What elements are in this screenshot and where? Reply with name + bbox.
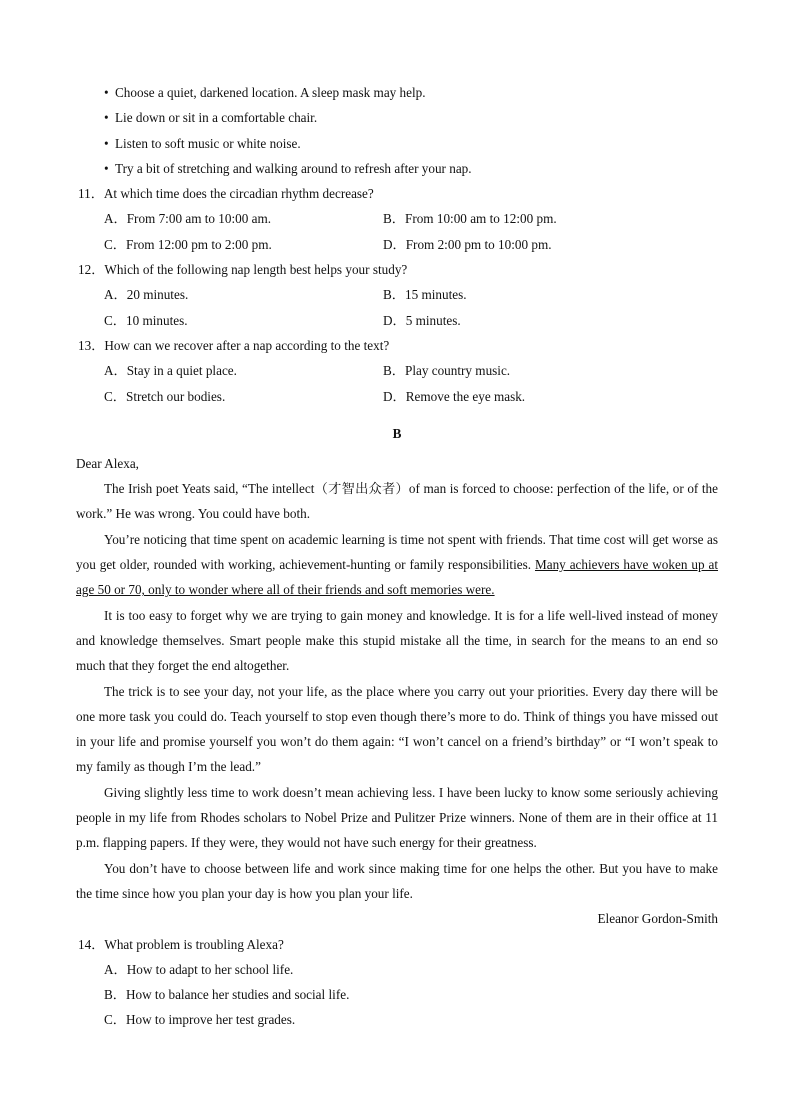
question-number: 14． bbox=[78, 936, 105, 952]
letter-signature: Eleanor Gordon-Smith bbox=[597, 911, 718, 927]
paragraph-3: It is too easy to forget why we are trying to gain money and knowledge. It is for a life well-lived instead of money and knowledge themselves. Smart people make this stupid mistake all the time, in search for the means to an end so much that they forget the end altogether. bbox=[76, 607, 718, 674]
option-a[interactable]: A．How to adapt to her school life. bbox=[104, 961, 294, 977]
question-13 bbox=[76, 333, 718, 409]
list-item: • Listen to soft music or white noise. bbox=[76, 131, 718, 156]
paragraph-6: You don’t have to choose between life and work since making time for one helps the other. But you have to make the time since how you plan your day is how you plan your life. bbox=[76, 860, 718, 901]
question-text: How can we recover after a nap according to the text? bbox=[104, 337, 390, 353]
list-item: • Lie down or sit in a comfortable chair. bbox=[76, 105, 718, 130]
document-page bbox=[76, 80, 718, 1033]
option-list bbox=[76, 282, 718, 333]
option-list bbox=[76, 206, 718, 257]
list-item: • Try a bit of stretching and walking around to refresh after your nap. bbox=[76, 156, 718, 181]
option-a[interactable]: A．From 7:00 am to 10:00 am. bbox=[104, 211, 272, 227]
option-b[interactable]: B．From 10:00 am to 12:00 pm. bbox=[383, 211, 557, 227]
option-c[interactable]: C．From 12:00 pm to 2:00 pm. bbox=[104, 236, 272, 252]
question-text: Which of the following nap length best helps your study? bbox=[104, 262, 408, 278]
question-number: 13． bbox=[78, 337, 105, 353]
bullet-icon: • bbox=[104, 160, 109, 176]
option-list bbox=[76, 957, 718, 1033]
option-list bbox=[76, 358, 718, 409]
option-a[interactable]: A．Stay in a quiet place. bbox=[104, 363, 237, 379]
paragraph-1: The Irish poet Yeats said, “The intellect（才智出众者）of man is forced to choose: perfection of the life, or of the work.” He was wrong. You could have both. bbox=[76, 481, 718, 522]
option-b[interactable]: B．15 minutes. bbox=[383, 287, 467, 303]
bullet-icon: • bbox=[104, 135, 109, 151]
paragraph-2: You’re noticing that time spent on academic learning is time not spent with friends. That time cost will get worse as you get older, rounded with working, achievement-hunting or family responsibilities. Many achievers have woken up at age 50 or 70, only to wonder where all of their friends and soft memories were. bbox=[76, 531, 719, 598]
letter-greeting: Dear Alexa, bbox=[76, 455, 139, 471]
question-number: 11． bbox=[78, 186, 104, 202]
question-text: At which time does the circadian rhythm decrease? bbox=[103, 186, 374, 202]
section-heading: B bbox=[392, 425, 402, 441]
list-item: • Choose a quiet, darkened location. A sleep mask may help. bbox=[76, 80, 718, 105]
question-text: What problem is troubling Alexa? bbox=[104, 936, 284, 952]
question-14 bbox=[76, 932, 718, 1033]
bullet-icon: • bbox=[104, 110, 109, 126]
paragraph-5: Giving slightly less time to work doesn’t mean achieving less. I have been lucky to know some seriously achieving people in my life from Rhodes scholars to Nobel Prize and Pulitzer Prize winners. None of them are in their office at 11 p.m. flapping papers. If they were, they would not have such energy for their greatness. bbox=[76, 784, 718, 851]
option-a[interactable]: A．20 minutes. bbox=[104, 287, 189, 303]
underlined-sentence: Many achievers have woken up at age 50 or 70, only to wonder where all of their friends and soft memories were. bbox=[76, 557, 719, 598]
question-11 bbox=[76, 181, 718, 257]
option-c[interactable]: C．Stretch our bodies. bbox=[104, 388, 226, 404]
paragraph-4: The trick is to see your day, not your life, as the place where you carry out your priorities. Every day there will be one more task you could do. Teach yourself to stop even though there’s more to do. Think of things you have missed out in your life and promise yourself you won’t do them again: “I won’t cancel on a friend’s birthday” or “I won’t speak to my family as though I’m the lead.” bbox=[76, 683, 718, 775]
option-b[interactable]: B．Play country music. bbox=[383, 363, 511, 379]
option-d[interactable]: D．From 2:00 pm to 10:00 pm. bbox=[383, 236, 552, 252]
question-12 bbox=[76, 257, 718, 333]
option-b[interactable]: B．How to balance her studies and social life. bbox=[104, 987, 350, 1003]
option-d[interactable]: D．Remove the eye mask. bbox=[383, 388, 526, 404]
option-d[interactable]: D．5 minutes. bbox=[383, 312, 461, 328]
question-number: 12． bbox=[78, 262, 105, 278]
option-c[interactable]: C．How to improve her test grades. bbox=[104, 1012, 296, 1028]
tips-list bbox=[76, 80, 718, 181]
bullet-icon: • bbox=[104, 85, 109, 100]
option-c[interactable]: C．10 minutes. bbox=[104, 312, 188, 328]
